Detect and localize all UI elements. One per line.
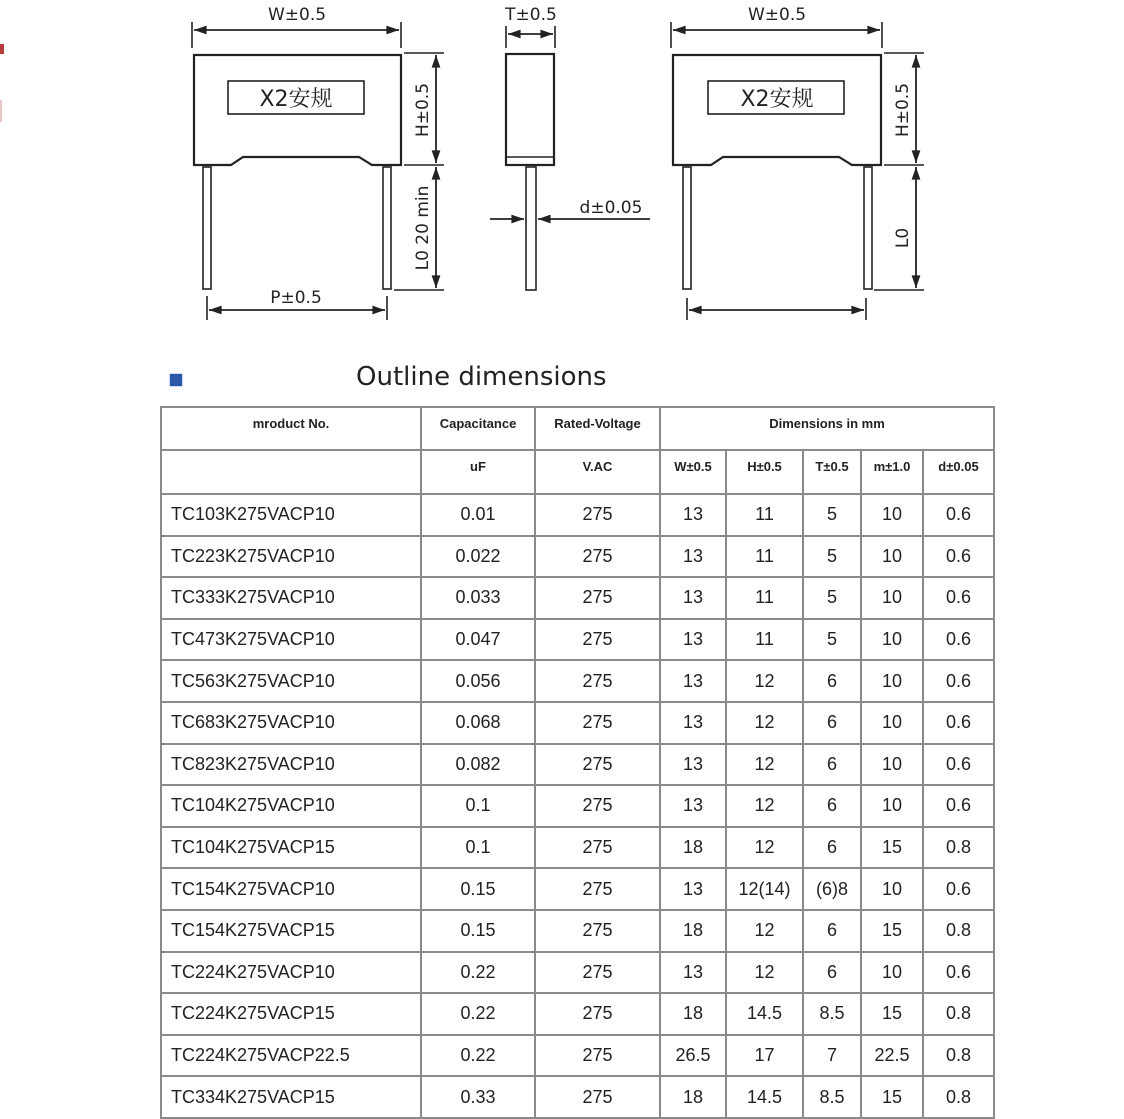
- cell-rated-voltage: 275: [535, 910, 660, 952]
- table-subheader-row: [161, 450, 994, 494]
- table-row: [161, 577, 994, 619]
- cell-capacitance: 0.15: [421, 910, 535, 952]
- cell-w: 13: [660, 536, 726, 578]
- cell-product-no: TC104K275VACP15: [161, 827, 421, 869]
- cell-product-no: TC224K275VACP10: [161, 952, 421, 994]
- cell-d: 0.6: [923, 619, 994, 661]
- cell-t: 8.5: [803, 1076, 861, 1118]
- lead-length-label: L0 20 min: [413, 185, 433, 271]
- cell-w: 18: [660, 993, 726, 1035]
- cell-product-no: TC333K275VACP10: [161, 577, 421, 619]
- cell-t: 6: [803, 952, 861, 994]
- subheader-h: H±0.5: [726, 450, 803, 494]
- cell-h: 12: [726, 785, 803, 827]
- cell-product-no: TC224K275VACP15: [161, 993, 421, 1035]
- cell-w: 13: [660, 494, 726, 536]
- cell-h: 12: [726, 744, 803, 786]
- cell-t: 8.5: [803, 993, 861, 1035]
- section-title: Outline dimensions: [356, 362, 607, 392]
- cell-product-no: TC104K275VACP10: [161, 785, 421, 827]
- header-rated-voltage: Rated-Voltage: [535, 407, 660, 450]
- cell-rated-voltage: 275: [535, 868, 660, 910]
- width-label-alt: W±0.5: [747, 5, 807, 25]
- side-body: [506, 54, 554, 165]
- lead-length-label-alt: L0: [893, 227, 913, 249]
- cell-d: 0.8: [923, 910, 994, 952]
- cell-t: 6: [803, 744, 861, 786]
- cell-product-no: TC473K275VACP10: [161, 619, 421, 661]
- subheader-capacitance-unit: uF: [421, 450, 535, 494]
- cell-rated-voltage: 275: [535, 536, 660, 578]
- cell-h: 12: [726, 702, 803, 744]
- cell-h: 11: [726, 494, 803, 536]
- cell-d: 0.6: [923, 785, 994, 827]
- table-row: [161, 1076, 994, 1118]
- cell-capacitance: 0.22: [421, 993, 535, 1035]
- cell-rated-voltage: 275: [535, 1076, 660, 1118]
- cell-product-no: TC103K275VACP10: [161, 494, 421, 536]
- subheader-voltage-unit: V.AC: [535, 450, 660, 494]
- cell-h: 12: [726, 910, 803, 952]
- cell-d: 0.6: [923, 868, 994, 910]
- cell-h: 11: [726, 619, 803, 661]
- cell-product-no: TC154K275VACP10: [161, 868, 421, 910]
- cell-capacitance: 0.1: [421, 785, 535, 827]
- cell-rated-voltage: 275: [535, 827, 660, 869]
- lead-left: [203, 167, 211, 289]
- cell-h: 12: [726, 660, 803, 702]
- cell-product-no: TC154K275VACP15: [161, 910, 421, 952]
- lead-diameter-label: d±0.05: [579, 198, 643, 218]
- side-lead: [526, 167, 536, 290]
- subheader-t: T±0.5: [803, 450, 861, 494]
- cell-product-no: TC683K275VACP10: [161, 702, 421, 744]
- table-row: [161, 827, 994, 869]
- cell-m: 10: [861, 619, 923, 661]
- cell-w: 13: [660, 785, 726, 827]
- cell-h: 12: [726, 952, 803, 994]
- cell-m: 10: [861, 744, 923, 786]
- cell-m: 10: [861, 952, 923, 994]
- cell-m: 10: [861, 868, 923, 910]
- cell-d: 0.8: [923, 827, 994, 869]
- cell-t: 6: [803, 910, 861, 952]
- cell-capacitance: 0.022: [421, 536, 535, 578]
- cell-m: 15: [861, 827, 923, 869]
- cell-d: 0.6: [923, 577, 994, 619]
- table-row: [161, 660, 994, 702]
- cell-w: 13: [660, 868, 726, 910]
- cell-t: 7: [803, 1035, 861, 1077]
- subheader-m: m±1.0: [861, 450, 923, 494]
- cell-w: 26.5: [660, 1035, 726, 1077]
- cell-capacitance: 0.22: [421, 952, 535, 994]
- front-view: [192, 22, 444, 320]
- table-row: [161, 1035, 994, 1077]
- cell-t: 5: [803, 619, 861, 661]
- cell-product-no: TC823K275VACP10: [161, 744, 421, 786]
- table-row: [161, 868, 994, 910]
- cell-h: 11: [726, 577, 803, 619]
- subheader-product: [161, 450, 421, 494]
- cell-m: 10: [861, 785, 923, 827]
- cell-d: 0.8: [923, 1076, 994, 1118]
- capacitor-outline-drawing: [0, 0, 1124, 360]
- cell-rated-voltage: 275: [535, 744, 660, 786]
- cell-capacitance: 0.056: [421, 660, 535, 702]
- cell-capacitance: 0.068: [421, 702, 535, 744]
- cell-m: 15: [861, 1076, 923, 1118]
- cell-capacitance: 0.22: [421, 1035, 535, 1077]
- cell-t: 6: [803, 785, 861, 827]
- cell-capacitance: 0.1: [421, 827, 535, 869]
- cell-t: 6: [803, 827, 861, 869]
- cell-d: 0.6: [923, 494, 994, 536]
- cell-capacitance: 0.033: [421, 577, 535, 619]
- cell-h: 11: [726, 536, 803, 578]
- cell-m: 10: [861, 494, 923, 536]
- square-bullet-icon: [170, 374, 182, 386]
- table-row: [161, 494, 994, 536]
- lead-right-alt: [864, 167, 872, 289]
- table-row: [161, 619, 994, 661]
- cell-d: 0.6: [923, 702, 994, 744]
- cell-h: 12(14): [726, 868, 803, 910]
- cell-rated-voltage: 275: [535, 619, 660, 661]
- cell-rated-voltage: 275: [535, 702, 660, 744]
- height-label-alt: H±0.5: [893, 82, 913, 138]
- table-row: [161, 702, 994, 744]
- outline-dimensions-table: [160, 406, 995, 1119]
- cell-w: 13: [660, 952, 726, 994]
- front-view-alt: [671, 22, 924, 320]
- table-header-row: [161, 407, 994, 450]
- cell-product-no: TC334K275VACP15: [161, 1076, 421, 1118]
- cell-capacitance: 0.082: [421, 744, 535, 786]
- cell-d: 0.6: [923, 952, 994, 994]
- lead-right: [383, 167, 391, 289]
- cell-w: 13: [660, 619, 726, 661]
- cell-t: 5: [803, 494, 861, 536]
- cell-t: 6: [803, 702, 861, 744]
- cell-w: 13: [660, 577, 726, 619]
- side-view: [490, 26, 650, 290]
- cell-w: 13: [660, 702, 726, 744]
- thickness-label: T±0.5: [505, 5, 557, 25]
- cell-capacitance: 0.047: [421, 619, 535, 661]
- cell-rated-voltage: 275: [535, 494, 660, 536]
- table-row: [161, 910, 994, 952]
- table-row: [161, 952, 994, 994]
- cell-product-no: TC563K275VACP10: [161, 660, 421, 702]
- cell-h: 17: [726, 1035, 803, 1077]
- cell-t: 6: [803, 660, 861, 702]
- cell-capacitance: 0.33: [421, 1076, 535, 1118]
- table-row: [161, 993, 994, 1035]
- cell-capacitance: 0.15: [421, 868, 535, 910]
- height-label: H±0.5: [413, 82, 433, 138]
- cell-m: 22.5: [861, 1035, 923, 1077]
- width-label: W±0.5: [267, 5, 327, 25]
- subheader-w: W±0.5: [660, 450, 726, 494]
- cell-h: 14.5: [726, 993, 803, 1035]
- cell-d: 0.8: [923, 1035, 994, 1077]
- cell-m: 10: [861, 536, 923, 578]
- cell-m: 15: [861, 910, 923, 952]
- pitch-label: P±0.5: [270, 288, 322, 308]
- table-row: [161, 744, 994, 786]
- lead-left-alt: [683, 167, 691, 289]
- table-row: [161, 785, 994, 827]
- cell-d: 0.6: [923, 536, 994, 578]
- header-dimensions: Dimensions in mm: [660, 407, 994, 450]
- cell-w: 13: [660, 744, 726, 786]
- header-product-no: mroduct No.: [161, 407, 421, 450]
- cell-product-no: TC223K275VACP10: [161, 536, 421, 578]
- header-capacitance: Capacitance: [421, 407, 535, 450]
- cell-w: 13: [660, 660, 726, 702]
- cell-d: 0.8: [923, 993, 994, 1035]
- cell-w: 18: [660, 910, 726, 952]
- subheader-d: d±0.05: [923, 450, 994, 494]
- cell-h: 14.5: [726, 1076, 803, 1118]
- body-marking-alt: X2安规: [740, 87, 814, 112]
- cell-w: 18: [660, 1076, 726, 1118]
- cell-t: (6)8: [803, 868, 861, 910]
- cell-m: 10: [861, 702, 923, 744]
- cell-m: 10: [861, 660, 923, 702]
- cell-h: 12: [726, 827, 803, 869]
- cell-capacitance: 0.01: [421, 494, 535, 536]
- cell-rated-voltage: 275: [535, 1035, 660, 1077]
- cell-product-no: TC224K275VACP22.5: [161, 1035, 421, 1077]
- cell-rated-voltage: 275: [535, 952, 660, 994]
- cell-rated-voltage: 275: [535, 577, 660, 619]
- cell-d: 0.6: [923, 660, 994, 702]
- section-header: [166, 362, 866, 398]
- table-row: [161, 536, 994, 578]
- cell-m: 15: [861, 993, 923, 1035]
- body-marking: X2安规: [259, 87, 333, 112]
- cell-w: 18: [660, 827, 726, 869]
- cell-rated-voltage: 275: [535, 785, 660, 827]
- cell-t: 5: [803, 577, 861, 619]
- cell-d: 0.6: [923, 744, 994, 786]
- cell-rated-voltage: 275: [535, 660, 660, 702]
- cell-t: 5: [803, 536, 861, 578]
- cell-rated-voltage: 275: [535, 993, 660, 1035]
- cell-m: 10: [861, 577, 923, 619]
